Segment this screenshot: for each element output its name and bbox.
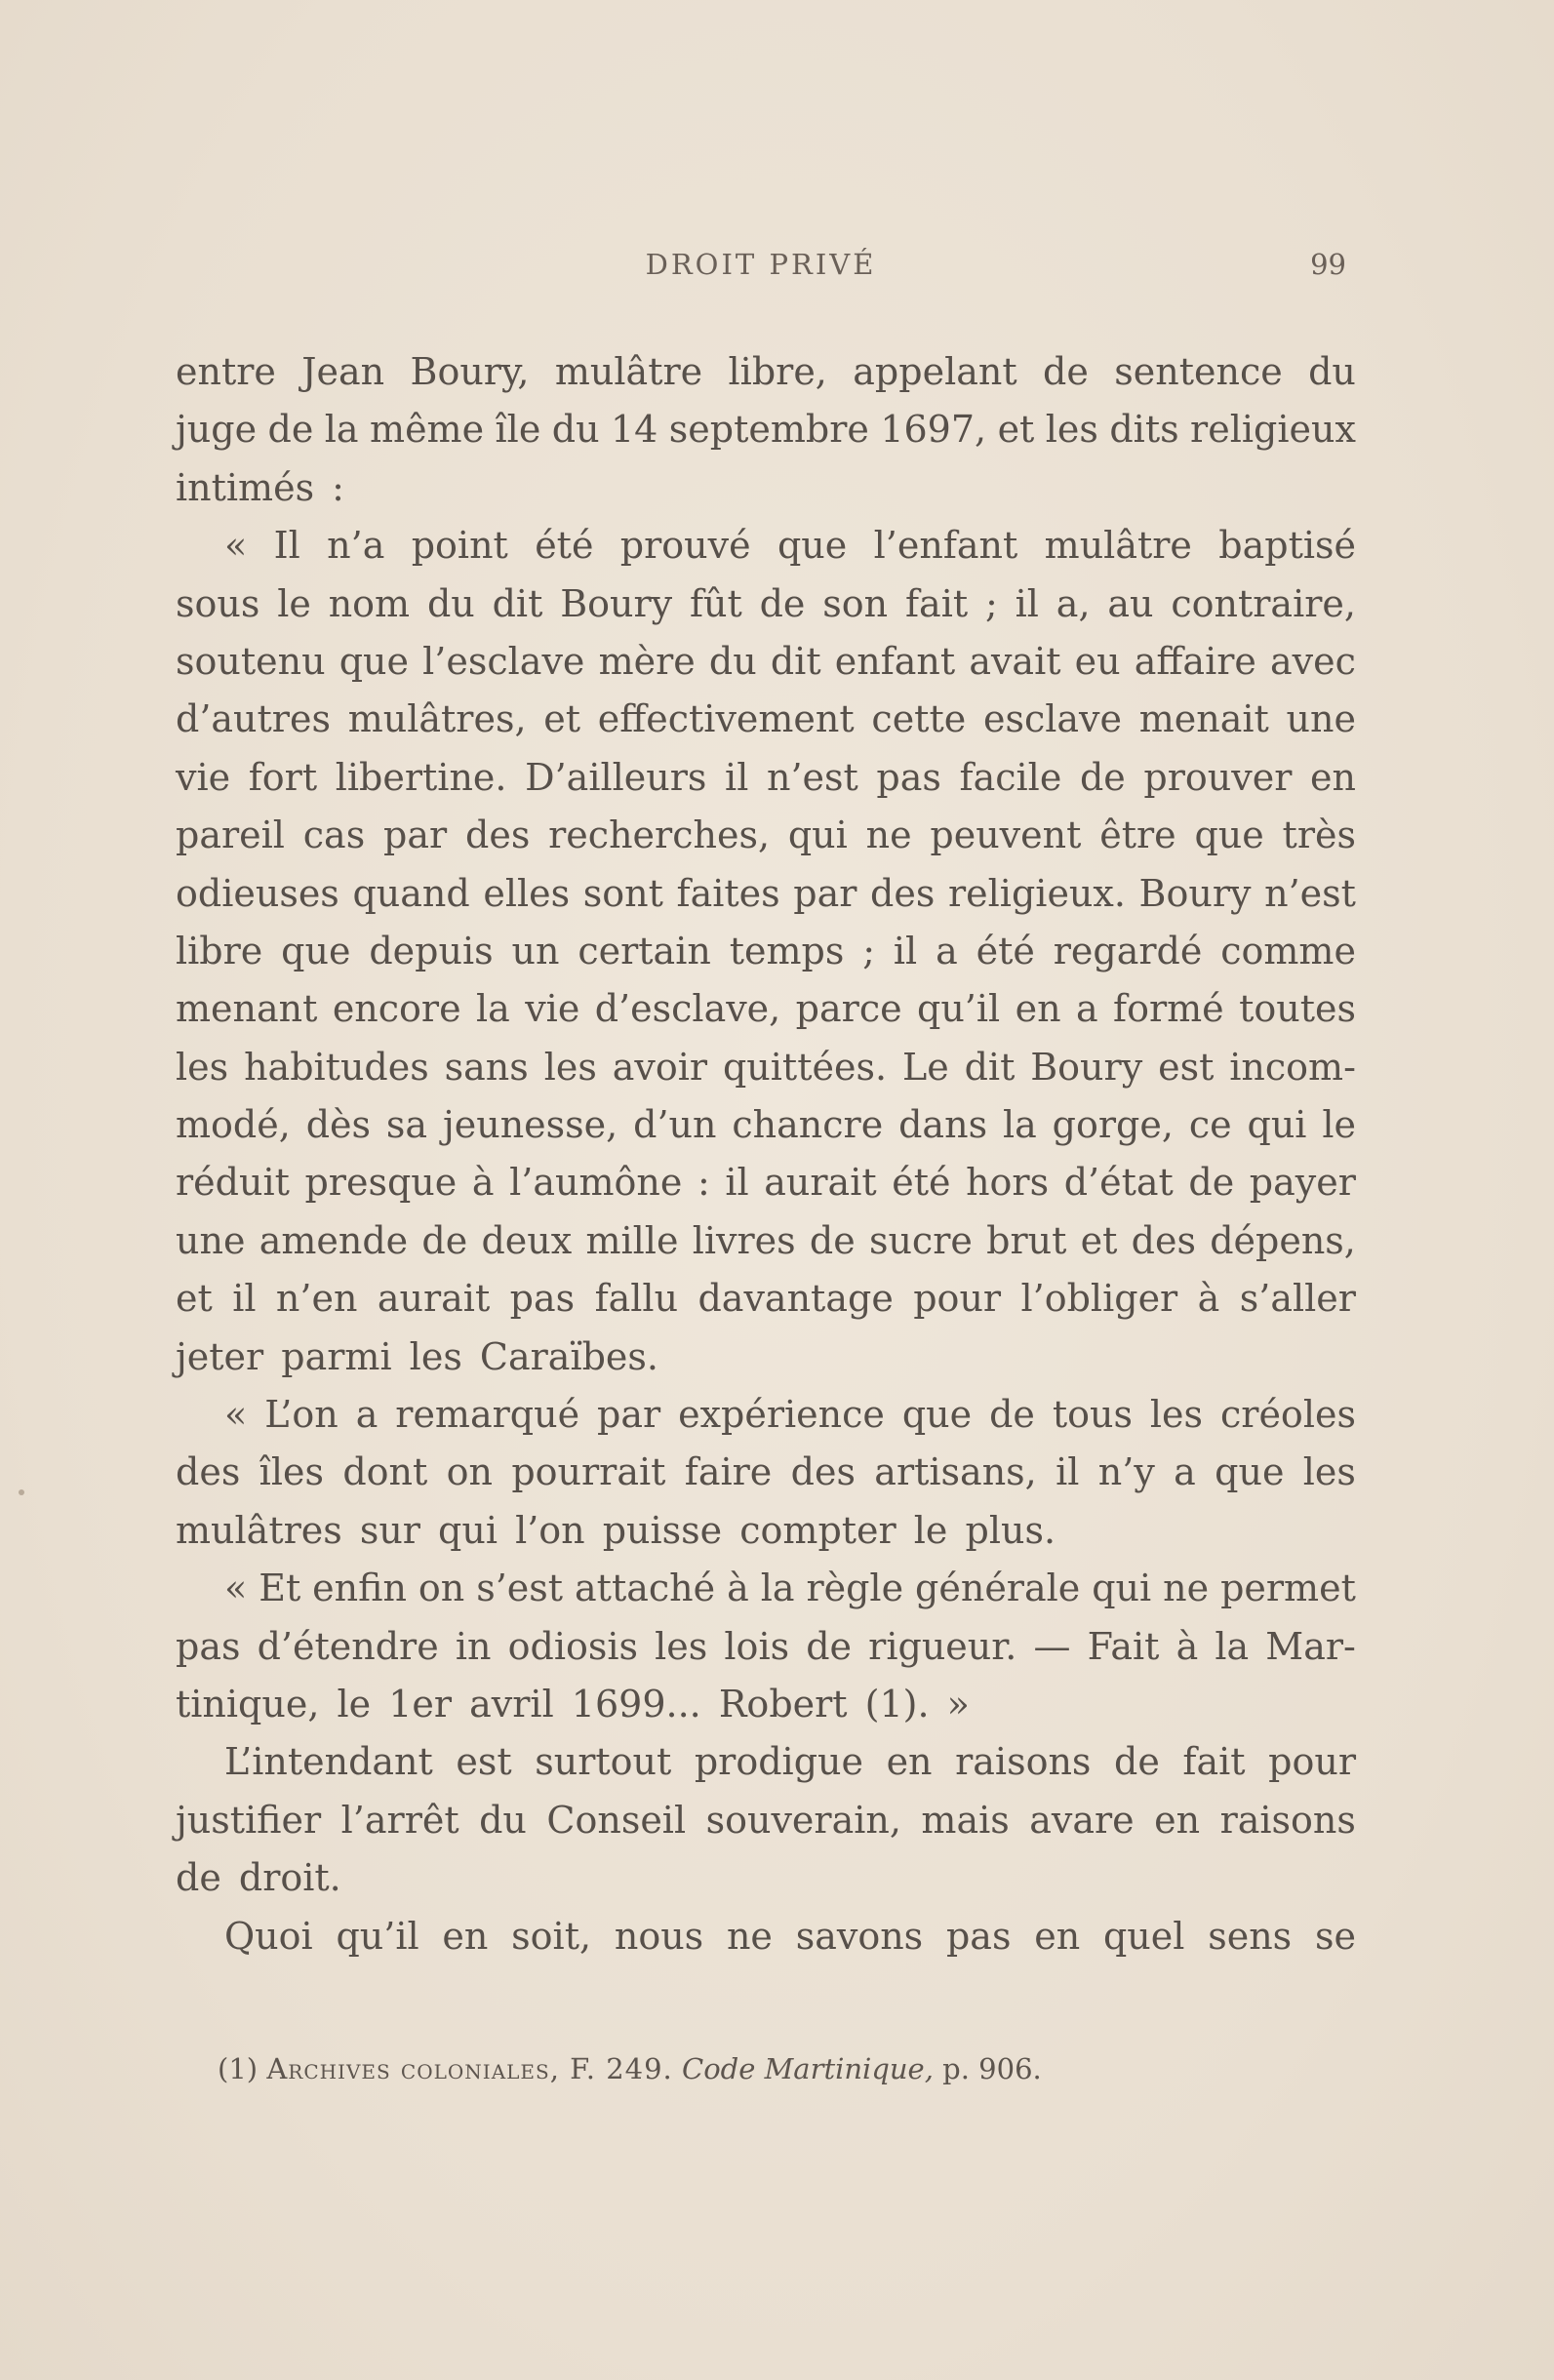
text-line: de droit. xyxy=(176,1856,341,1900)
text-line: « Il n’a point été prouvé que l’enfant mulâtre baptisé xyxy=(224,524,1356,568)
footnote xyxy=(218,2052,1042,2085)
text-line: odieuses quand elles sont faites par des religieux. Boury n’est xyxy=(176,871,1356,915)
text-line: modé, dès sa jeunesse, d’un chancre dans la gorge, ce qui le xyxy=(176,1103,1356,1147)
text-line: une amende de deux mille livres de sucre brut et des dépens, xyxy=(176,1218,1356,1262)
text-line: justifier l’arrêt du Conseil souverain, mais avare en raisons xyxy=(176,1798,1356,1842)
text-line: juge de la même île du 14 septembre 1697, et les dits religieux xyxy=(176,408,1356,452)
text-line: et il n’en aurait pas fallu davantage pour l’obliger à s’aller xyxy=(176,1277,1356,1321)
text-line: réduit presque à l’aumône : il aurait été hors d’état de payer xyxy=(176,1161,1356,1205)
text-line: sous le nom du dit Boury fût de son fait ; il a, au contraire, xyxy=(176,581,1356,625)
text-line: intimés : xyxy=(176,465,344,509)
text-line: soutenu que l’esclave mère du dit enfant avait eu affaire avec xyxy=(176,639,1356,683)
text-line: « L’on a remarqué par expérience que de tous les créoles xyxy=(224,1393,1356,1437)
text-line: Quoi qu’il en soit, nous ne savons pas en quel sens se xyxy=(224,1914,1356,1958)
paper-blemish xyxy=(19,1489,24,1495)
running-head xyxy=(176,248,1346,287)
text-line: jeter parmi les Caraïbes. xyxy=(176,1334,659,1378)
text-line: les habitudes sans les avoir quittées. Le dit Boury est incom- xyxy=(176,1045,1356,1089)
footnote-source: Archives coloniales, F. 249. xyxy=(266,2052,673,2085)
text-line: « Et enfin on s’est attaché à la règle générale qui ne permet xyxy=(224,1567,1356,1610)
body-text xyxy=(176,343,1356,1965)
running-title: DROIT PRIVÉ xyxy=(645,248,877,281)
text-line: des îles dont on pourrait faire des artisans, il n’y a que les xyxy=(176,1450,1356,1494)
text-line: pareil cas par des recherches, qui ne peuvent être que très xyxy=(176,813,1356,857)
text-line: tinique, le 1er avril 1699... Robert (1). » xyxy=(176,1682,970,1726)
footnote-page: p. 906. xyxy=(942,2052,1042,2085)
text-line: menant encore la vie d’esclave, parce qu’il en a formé toutes xyxy=(176,987,1356,1031)
text-line: entre Jean Boury, mulâtre libre, appelant de sentence du xyxy=(176,350,1356,393)
text-line: d’autres mulâtres, et effectivement cette esclave menait une xyxy=(176,697,1356,741)
footnote-marker: (1) xyxy=(218,2052,259,2085)
text-line: mulâtres sur qui l’on puisse compter le plus. xyxy=(176,1508,1056,1552)
page-number: 99 xyxy=(1310,248,1346,281)
text-line: vie fort libertine. D’ailleurs il n’est pas facile de prouver en xyxy=(176,755,1356,799)
text-line: pas d’étendre in odiosis les lois de rigueur. — Fait à la Mar- xyxy=(176,1624,1356,1668)
text-line: libre que depuis un certain temps ; il a été regardé comme xyxy=(176,929,1356,972)
text-line: L’intendant est surtout prodigue en raisons de fait pour xyxy=(224,1740,1356,1784)
footnote-work: Code Martinique, xyxy=(682,2052,934,2085)
